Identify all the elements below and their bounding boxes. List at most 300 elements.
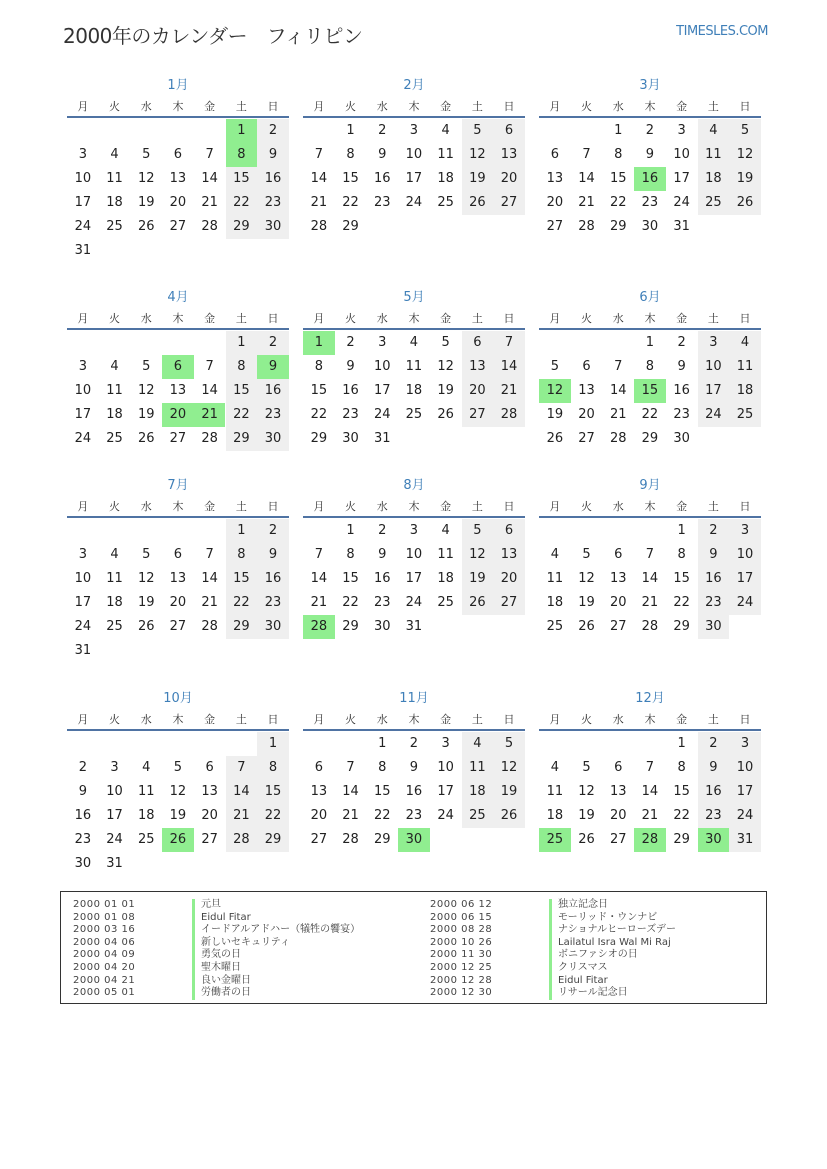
- day-cell[interactable]: 1: [677, 736, 686, 751]
- day-cell[interactable]: 17: [74, 407, 92, 422]
- day-cell[interactable]: 28: [201, 431, 218, 446]
- day-cell[interactable]: 13: [169, 171, 187, 186]
- day-cell[interactable]: 28: [578, 219, 595, 234]
- day-cell[interactable]: 14: [342, 784, 359, 799]
- day-cell[interactable]: 4: [462, 732, 494, 756]
- day-cell[interactable]: 13: [546, 171, 564, 186]
- day-cell[interactable]: 15: [673, 571, 690, 586]
- day-cell[interactable]: 22: [257, 804, 289, 828]
- day-cell[interactable]: 13: [493, 143, 525, 167]
- day-cell[interactable]: 11: [462, 756, 494, 780]
- day-cell[interactable]: 17: [729, 567, 761, 591]
- day-cell[interactable]: 3: [677, 123, 686, 138]
- day-cell[interactable]: 8: [346, 147, 355, 162]
- day-cell[interactable]: 27: [578, 431, 595, 446]
- day-cell[interactable]: 22: [641, 407, 659, 422]
- day-cell[interactable]: 23: [673, 407, 690, 422]
- day-cell[interactable]: 3: [78, 147, 87, 162]
- holiday-day-cell[interactable]: 25: [539, 828, 571, 852]
- day-cell[interactable]: 22: [226, 591, 258, 615]
- day-cell[interactable]: 31: [673, 219, 690, 234]
- day-cell[interactable]: 13: [609, 571, 627, 586]
- day-cell[interactable]: 19: [546, 407, 564, 422]
- day-cell[interactable]: 9: [645, 147, 655, 162]
- day-cell[interactable]: 17: [106, 808, 123, 823]
- day-cell[interactable]: 11: [698, 143, 730, 167]
- day-cell[interactable]: 31: [373, 431, 391, 446]
- day-cell[interactable]: 9: [409, 760, 419, 775]
- day-cell[interactable]: 23: [698, 591, 730, 615]
- day-cell[interactable]: 21: [641, 808, 659, 823]
- day-cell[interactable]: 22: [609, 195, 627, 210]
- day-cell[interactable]: 23: [257, 403, 289, 427]
- day-cell[interactable]: 18: [546, 808, 564, 823]
- day-cell[interactable]: 14: [310, 171, 328, 186]
- day-cell[interactable]: 2: [677, 335, 686, 350]
- day-cell[interactable]: 18: [729, 379, 761, 403]
- day-cell[interactable]: 5: [550, 359, 559, 374]
- day-cell[interactable]: 12: [493, 756, 525, 780]
- day-cell[interactable]: 25: [437, 595, 454, 610]
- day-cell[interactable]: 17: [698, 379, 730, 403]
- day-cell[interactable]: 2: [698, 519, 730, 543]
- holiday-day-cell[interactable]: 9: [257, 355, 289, 379]
- day-cell[interactable]: 3: [78, 547, 87, 562]
- holiday-day-cell[interactable]: 21: [194, 403, 226, 427]
- day-cell[interactable]: 29: [673, 619, 690, 634]
- day-cell[interactable]: 7: [205, 147, 214, 162]
- day-cell[interactable]: 5: [142, 147, 151, 162]
- day-cell[interactable]: 18: [106, 595, 123, 610]
- day-cell[interactable]: 10: [729, 543, 761, 567]
- day-cell[interactable]: 27: [493, 191, 525, 215]
- day-cell[interactable]: 23: [257, 191, 289, 215]
- day-cell[interactable]: 15: [673, 784, 690, 799]
- day-cell[interactable]: 7: [645, 547, 655, 562]
- day-cell[interactable]: 27: [169, 431, 187, 446]
- day-cell[interactable]: 21: [609, 407, 627, 422]
- day-cell[interactable]: 29: [310, 431, 328, 446]
- day-cell[interactable]: 26: [437, 407, 454, 422]
- day-cell[interactable]: 20: [493, 167, 525, 191]
- day-cell[interactable]: 6: [173, 547, 183, 562]
- day-cell[interactable]: 28: [342, 832, 359, 847]
- day-cell[interactable]: 18: [437, 571, 454, 586]
- day-cell[interactable]: 3: [378, 335, 387, 350]
- day-cell[interactable]: 24: [373, 407, 391, 422]
- day-cell[interactable]: 27: [201, 832, 218, 847]
- day-cell[interactable]: 30: [257, 215, 289, 239]
- day-cell[interactable]: 1: [645, 335, 655, 350]
- day-cell[interactable]: 14: [201, 383, 218, 398]
- day-cell[interactable]: 24: [673, 195, 690, 210]
- day-cell[interactable]: 10: [405, 147, 423, 162]
- day-cell[interactable]: 8: [677, 547, 686, 562]
- day-cell[interactable]: 27: [462, 403, 494, 427]
- day-cell[interactable]: 16: [698, 780, 730, 804]
- day-cell[interactable]: 24: [74, 219, 92, 234]
- day-cell[interactable]: 8: [614, 147, 623, 162]
- day-cell[interactable]: 24: [698, 403, 730, 427]
- day-cell[interactable]: 20: [201, 808, 218, 823]
- day-cell[interactable]: 16: [257, 167, 289, 191]
- day-cell[interactable]: 15: [226, 379, 258, 403]
- day-cell[interactable]: 8: [226, 543, 258, 567]
- day-cell[interactable]: 16: [698, 567, 730, 591]
- day-cell[interactable]: 25: [106, 619, 123, 634]
- day-cell[interactable]: 24: [405, 595, 423, 610]
- day-cell[interactable]: 14: [310, 571, 328, 586]
- day-cell[interactable]: 16: [342, 383, 359, 398]
- day-cell[interactable]: 28: [201, 219, 218, 234]
- day-cell[interactable]: 10: [106, 784, 123, 799]
- day-cell[interactable]: 11: [729, 355, 761, 379]
- day-cell[interactable]: 19: [578, 595, 595, 610]
- day-cell[interactable]: 7: [314, 547, 323, 562]
- day-cell[interactable]: 13: [462, 355, 494, 379]
- day-cell[interactable]: 27: [609, 832, 627, 847]
- day-cell[interactable]: 9: [677, 359, 686, 374]
- day-cell[interactable]: 11: [437, 147, 454, 162]
- day-cell[interactable]: 16: [405, 784, 423, 799]
- holiday-day-cell[interactable]: 16: [634, 167, 666, 191]
- day-cell[interactable]: 20: [578, 407, 595, 422]
- day-cell[interactable]: 16: [257, 379, 289, 403]
- day-cell[interactable]: 29: [226, 615, 258, 639]
- day-cell[interactable]: 1: [257, 732, 289, 756]
- day-cell[interactable]: 2: [78, 760, 87, 775]
- day-cell[interactable]: 19: [169, 808, 187, 823]
- day-cell[interactable]: 23: [342, 407, 359, 422]
- day-cell[interactable]: 22: [226, 191, 258, 215]
- day-cell[interactable]: 24: [405, 195, 423, 210]
- day-cell[interactable]: 24: [729, 804, 761, 828]
- day-cell[interactable]: 16: [74, 808, 92, 823]
- day-cell[interactable]: 11: [405, 359, 423, 374]
- day-cell[interactable]: 30: [257, 615, 289, 639]
- day-cell[interactable]: 20: [169, 195, 187, 210]
- day-cell[interactable]: 12: [729, 143, 761, 167]
- day-cell[interactable]: 15: [609, 171, 627, 186]
- day-cell[interactable]: 26: [729, 191, 761, 215]
- day-cell[interactable]: 2: [645, 123, 655, 138]
- day-cell[interactable]: 24: [74, 431, 92, 446]
- day-cell[interactable]: 3: [441, 736, 450, 751]
- day-cell[interactable]: 22: [342, 595, 359, 610]
- day-cell[interactable]: 16: [257, 567, 289, 591]
- day-cell[interactable]: 3: [409, 523, 419, 538]
- day-cell[interactable]: 27: [546, 219, 564, 234]
- day-cell[interactable]: 1: [346, 523, 355, 538]
- day-cell[interactable]: 18: [405, 383, 423, 398]
- day-cell[interactable]: 25: [729, 403, 761, 427]
- day-cell[interactable]: 11: [106, 571, 123, 586]
- day-cell[interactable]: 4: [110, 359, 119, 374]
- day-cell[interactable]: 17: [729, 780, 761, 804]
- day-cell[interactable]: 27: [310, 832, 328, 847]
- day-cell[interactable]: 9: [698, 543, 730, 567]
- day-cell[interactable]: 12: [462, 143, 494, 167]
- day-cell[interactable]: 2: [257, 119, 289, 143]
- day-cell[interactable]: 21: [342, 808, 359, 823]
- day-cell[interactable]: 18: [137, 808, 155, 823]
- day-cell[interactable]: 4: [698, 119, 730, 143]
- day-cell[interactable]: 12: [578, 571, 595, 586]
- day-cell[interactable]: 27: [169, 619, 187, 634]
- day-cell[interactable]: 15: [373, 784, 391, 799]
- day-cell[interactable]: 5: [142, 547, 151, 562]
- day-cell[interactable]: 23: [405, 808, 423, 823]
- day-cell[interactable]: 18: [462, 780, 494, 804]
- day-cell[interactable]: 25: [137, 832, 155, 847]
- day-cell[interactable]: 29: [673, 832, 690, 847]
- day-cell[interactable]: 14: [609, 383, 627, 398]
- day-cell[interactable]: 7: [614, 359, 623, 374]
- day-cell[interactable]: 19: [137, 595, 155, 610]
- day-cell[interactable]: 8: [378, 760, 387, 775]
- day-cell[interactable]: 12: [137, 383, 155, 398]
- day-cell[interactable]: 17: [405, 171, 423, 186]
- day-cell[interactable]: 25: [106, 431, 123, 446]
- day-cell[interactable]: 16: [373, 571, 391, 586]
- day-cell[interactable]: 11: [137, 784, 155, 799]
- day-cell[interactable]: 6: [205, 760, 214, 775]
- day-cell[interactable]: 14: [226, 780, 258, 804]
- day-cell[interactable]: 25: [546, 619, 564, 634]
- day-cell[interactable]: 13: [609, 784, 627, 799]
- day-cell[interactable]: 29: [342, 219, 359, 234]
- day-cell[interactable]: 28: [493, 403, 525, 427]
- day-cell[interactable]: 7: [645, 760, 655, 775]
- day-cell[interactable]: 26: [462, 591, 494, 615]
- day-cell[interactable]: 21: [201, 595, 218, 610]
- day-cell[interactable]: 6: [614, 760, 623, 775]
- day-cell[interactable]: 22: [342, 195, 359, 210]
- day-cell[interactable]: 31: [405, 619, 423, 634]
- day-cell[interactable]: 27: [169, 219, 187, 234]
- day-cell[interactable]: 11: [546, 571, 564, 586]
- day-cell[interactable]: 8: [645, 359, 655, 374]
- day-cell[interactable]: 18: [437, 171, 454, 186]
- day-cell[interactable]: 13: [578, 383, 595, 398]
- day-cell[interactable]: 27: [609, 619, 627, 634]
- day-cell[interactable]: 7: [205, 359, 214, 374]
- day-cell[interactable]: 30: [74, 856, 92, 871]
- day-cell[interactable]: 19: [462, 567, 494, 591]
- day-cell[interactable]: 25: [437, 195, 454, 210]
- day-cell[interactable]: 8: [314, 359, 323, 374]
- day-cell[interactable]: 29: [373, 832, 391, 847]
- day-cell[interactable]: 26: [578, 619, 595, 634]
- day-cell[interactable]: 7: [226, 756, 258, 780]
- holiday-day-cell[interactable]: 8: [226, 143, 258, 167]
- day-cell[interactable]: 1: [378, 736, 387, 751]
- day-cell[interactable]: 10: [74, 383, 92, 398]
- day-cell[interactable]: 12: [462, 543, 494, 567]
- day-cell[interactable]: 28: [609, 431, 627, 446]
- day-cell[interactable]: 21: [310, 595, 328, 610]
- day-cell[interactable]: 30: [257, 427, 289, 451]
- day-cell[interactable]: 14: [641, 571, 659, 586]
- day-cell[interactable]: 21: [641, 595, 659, 610]
- day-cell[interactable]: 31: [74, 643, 92, 658]
- day-cell[interactable]: 6: [462, 331, 494, 355]
- day-cell[interactable]: 30: [673, 431, 690, 446]
- holiday-day-cell[interactable]: 20: [162, 403, 194, 427]
- day-cell[interactable]: 13: [493, 543, 525, 567]
- day-cell[interactable]: 10: [405, 547, 423, 562]
- day-cell[interactable]: 15: [310, 383, 328, 398]
- day-cell[interactable]: 6: [314, 760, 323, 775]
- day-cell[interactable]: 25: [405, 407, 423, 422]
- day-cell[interactable]: 19: [137, 195, 155, 210]
- day-cell[interactable]: 5: [729, 119, 761, 143]
- day-cell[interactable]: 3: [110, 760, 119, 775]
- day-cell[interactable]: 19: [578, 808, 595, 823]
- day-cell[interactable]: 9: [698, 756, 730, 780]
- day-cell[interactable]: 11: [437, 547, 454, 562]
- day-cell[interactable]: 6: [550, 147, 559, 162]
- day-cell[interactable]: 15: [342, 571, 359, 586]
- day-cell[interactable]: 6: [493, 119, 525, 143]
- day-cell[interactable]: 9: [78, 784, 87, 799]
- day-cell[interactable]: 20: [169, 595, 187, 610]
- day-cell[interactable]: 26: [546, 431, 564, 446]
- day-cell[interactable]: 22: [310, 407, 328, 422]
- day-cell[interactable]: 25: [698, 191, 730, 215]
- day-cell[interactable]: 6: [614, 547, 623, 562]
- day-cell[interactable]: 18: [106, 407, 123, 422]
- day-cell[interactable]: 22: [673, 595, 690, 610]
- day-cell[interactable]: 4: [550, 760, 559, 775]
- day-cell[interactable]: 20: [546, 195, 564, 210]
- day-cell[interactable]: 4: [729, 331, 761, 355]
- day-cell[interactable]: 17: [74, 195, 92, 210]
- day-cell[interactable]: 19: [729, 167, 761, 191]
- day-cell[interactable]: 5: [462, 519, 494, 543]
- day-cell[interactable]: 10: [74, 571, 92, 586]
- day-cell[interactable]: 26: [137, 431, 155, 446]
- day-cell[interactable]: 5: [582, 760, 591, 775]
- day-cell[interactable]: 12: [578, 784, 595, 799]
- day-cell[interactable]: 2: [378, 123, 387, 138]
- day-cell[interactable]: 8: [226, 355, 258, 379]
- day-cell[interactable]: 1: [677, 523, 686, 538]
- day-cell[interactable]: 27: [493, 591, 525, 615]
- day-cell[interactable]: 21: [493, 379, 525, 403]
- holiday-day-cell[interactable]: 30: [698, 828, 730, 852]
- day-cell[interactable]: 20: [462, 379, 494, 403]
- day-cell[interactable]: 14: [578, 171, 595, 186]
- day-cell[interactable]: 6: [582, 359, 591, 374]
- day-cell[interactable]: 18: [106, 195, 123, 210]
- day-cell[interactable]: 9: [257, 143, 289, 167]
- day-cell[interactable]: 12: [137, 571, 155, 586]
- day-cell[interactable]: 19: [462, 167, 494, 191]
- day-cell[interactable]: 28: [226, 828, 258, 852]
- day-cell[interactable]: 14: [493, 355, 525, 379]
- day-cell[interactable]: 19: [137, 407, 155, 422]
- day-cell[interactable]: 20: [609, 808, 627, 823]
- day-cell[interactable]: 7: [582, 147, 591, 162]
- day-cell[interactable]: 16: [373, 171, 391, 186]
- day-cell[interactable]: 13: [169, 571, 187, 586]
- day-cell[interactable]: 4: [550, 547, 559, 562]
- day-cell[interactable]: 22: [226, 403, 258, 427]
- day-cell[interactable]: 18: [698, 167, 730, 191]
- day-cell[interactable]: 31: [106, 856, 123, 871]
- day-cell[interactable]: 10: [74, 171, 92, 186]
- day-cell[interactable]: 7: [205, 547, 214, 562]
- day-cell[interactable]: 31: [74, 243, 92, 258]
- day-cell[interactable]: 5: [142, 359, 151, 374]
- day-cell[interactable]: 30: [373, 619, 391, 634]
- day-cell[interactable]: 3: [78, 359, 87, 374]
- day-cell[interactable]: 6: [493, 519, 525, 543]
- day-cell[interactable]: 13: [310, 784, 328, 799]
- day-cell[interactable]: 4: [142, 760, 151, 775]
- day-cell[interactable]: 11: [106, 383, 123, 398]
- day-cell[interactable]: 19: [493, 780, 525, 804]
- day-cell[interactable]: 21: [226, 804, 258, 828]
- holiday-day-cell[interactable]: 28: [303, 615, 335, 639]
- holiday-day-cell[interactable]: 12: [539, 379, 571, 403]
- day-cell[interactable]: 5: [462, 119, 494, 143]
- day-cell[interactable]: 23: [698, 804, 730, 828]
- day-cell[interactable]: 29: [609, 219, 627, 234]
- day-cell[interactable]: 2: [257, 331, 289, 355]
- day-cell[interactable]: 23: [373, 195, 391, 210]
- day-cell[interactable]: 10: [373, 359, 391, 374]
- day-cell[interactable]: 3: [698, 331, 730, 355]
- day-cell[interactable]: 29: [226, 427, 258, 451]
- day-cell[interactable]: 20: [310, 808, 328, 823]
- day-cell[interactable]: 4: [409, 335, 419, 350]
- day-cell[interactable]: 20: [609, 595, 627, 610]
- day-cell[interactable]: 14: [201, 571, 218, 586]
- day-cell[interactable]: 24: [729, 591, 761, 615]
- holiday-day-cell[interactable]: 26: [162, 828, 194, 852]
- day-cell[interactable]: 5: [441, 335, 450, 350]
- day-cell[interactable]: 17: [74, 595, 92, 610]
- day-cell[interactable]: 12: [169, 784, 187, 799]
- day-cell[interactable]: 29: [641, 431, 659, 446]
- day-cell[interactable]: 26: [137, 619, 155, 634]
- day-cell[interactable]: 29: [342, 619, 359, 634]
- day-cell[interactable]: 11: [106, 171, 123, 186]
- day-cell[interactable]: 22: [373, 808, 391, 823]
- day-cell[interactable]: 21: [201, 195, 218, 210]
- day-cell[interactable]: 9: [378, 147, 387, 162]
- day-cell[interactable]: 25: [106, 219, 123, 234]
- day-cell[interactable]: 21: [310, 195, 328, 210]
- holiday-day-cell[interactable]: 6: [162, 355, 194, 379]
- holiday-day-cell[interactable]: 1: [303, 331, 335, 355]
- day-cell[interactable]: 31: [729, 828, 761, 852]
- day-cell[interactable]: 14: [201, 171, 218, 186]
- day-cell[interactable]: 26: [462, 191, 494, 215]
- day-cell[interactable]: 24: [74, 619, 92, 634]
- day-cell[interactable]: 29: [257, 828, 289, 852]
- day-cell[interactable]: 26: [493, 804, 525, 828]
- day-cell[interactable]: 13: [201, 784, 218, 799]
- day-cell[interactable]: 19: [437, 383, 454, 398]
- day-cell[interactable]: 7: [493, 331, 525, 355]
- day-cell[interactable]: 3: [409, 123, 419, 138]
- day-cell[interactable]: 30: [698, 615, 730, 639]
- day-cell[interactable]: 12: [137, 171, 155, 186]
- day-cell[interactable]: 1: [346, 123, 355, 138]
